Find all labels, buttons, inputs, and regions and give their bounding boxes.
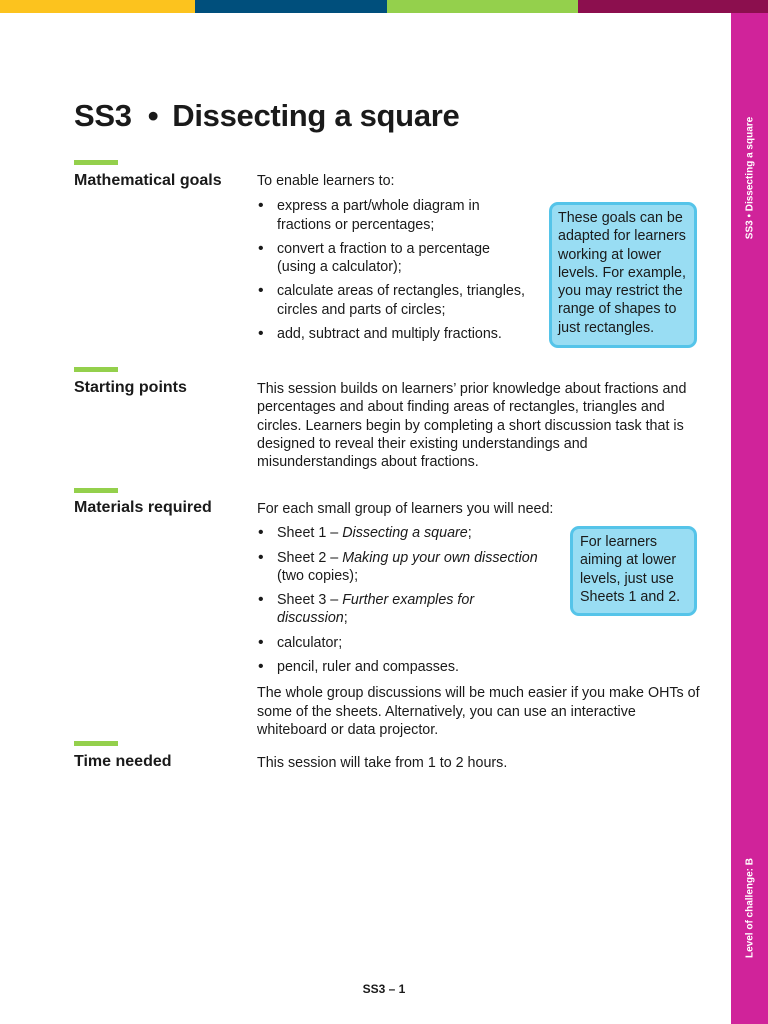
page-title — [74, 98, 459, 134]
goals-item: • calculate areas of rectangles, triangles, circles and parts of circles; — [257, 282, 532, 319]
materials-list — [257, 524, 542, 676]
materials-item: • calculator; — [257, 634, 542, 652]
time-rule — [74, 741, 118, 746]
materials-item: • Sheet 2 – Making up your own dissection (two copies); — [257, 549, 542, 586]
materials-intro: For each small group of learners you will need: — [257, 501, 554, 517]
goals-item: • express a part/whole diagram in fractions or percentages; — [257, 197, 532, 234]
goals-item: • convert a fraction to a percentage (using a calculator); — [257, 240, 532, 277]
page-number: SS3 – 1 — [362, 982, 406, 996]
sidebar-level: Level of challenge: B — [744, 857, 755, 959]
time-content — [257, 754, 702, 772]
time-label: Time needed — [74, 753, 172, 770]
materials-label: Materials required — [74, 499, 212, 516]
materials-item: • pencil, ruler and compasses. — [257, 658, 542, 676]
title-separator: • — [147, 98, 159, 133]
starting-label: Starting points — [74, 379, 187, 396]
materials-item: • Sheet 3 – Further examples for discussion; — [257, 591, 542, 628]
sheet-title: Further examples for discussion — [277, 592, 475, 627]
top-bar-segment-maroon — [578, 0, 768, 13]
time-text: This session will take from 1 to 2 hours. — [257, 755, 508, 771]
starting-rule — [74, 367, 118, 372]
top-color-bar — [0, 0, 768, 13]
starting-content — [257, 380, 705, 471]
top-bar-segment-yellow — [0, 0, 195, 13]
materials-item: • Sheet 1 – Dissecting a square; — [257, 524, 542, 542]
goals-label: Mathematical goals — [74, 172, 222, 189]
goals-intro: To enable learners to: — [257, 173, 395, 189]
title-code: SS3 — [74, 98, 132, 133]
starting-text: This session builds on learners’ prior knowledge about fractions and percentages and about finding areas of rectangles, triangles and circles. Learners begin by completing a short discussion task that is designed to reveal their existing understandings and misunderstandings about fractions. — [257, 381, 687, 471]
sheet-title: Making up your own dissection — [342, 549, 538, 566]
goals-list — [257, 197, 532, 343]
sidebar-title: SS3 • Dissecting a square — [744, 116, 755, 240]
title-name: Dissecting a square — [172, 98, 460, 133]
goals-item: • add, subtract and multiply fractions. — [257, 325, 532, 343]
sidebar — [731, 13, 768, 1024]
materials-after: The whole group discussions will be much easier if you make OHTs of some of the sheets. Alternatively, you can use an interactive whiteboard or data projector. — [257, 685, 700, 738]
goals-note: These goals can be adapted for learners working at lower levels. For example, you may restrict the range of shapes to just rectangles. — [549, 202, 697, 348]
materials-rule — [74, 488, 118, 493]
sheet-title: Dissecting a square — [342, 525, 468, 542]
top-bar-segment-green — [387, 0, 578, 13]
top-bar-segment-blue — [195, 0, 387, 13]
goals-rule — [74, 160, 118, 165]
materials-note: For learners aiming at lower levels, just use Sheets 1 and 2. — [570, 526, 697, 616]
